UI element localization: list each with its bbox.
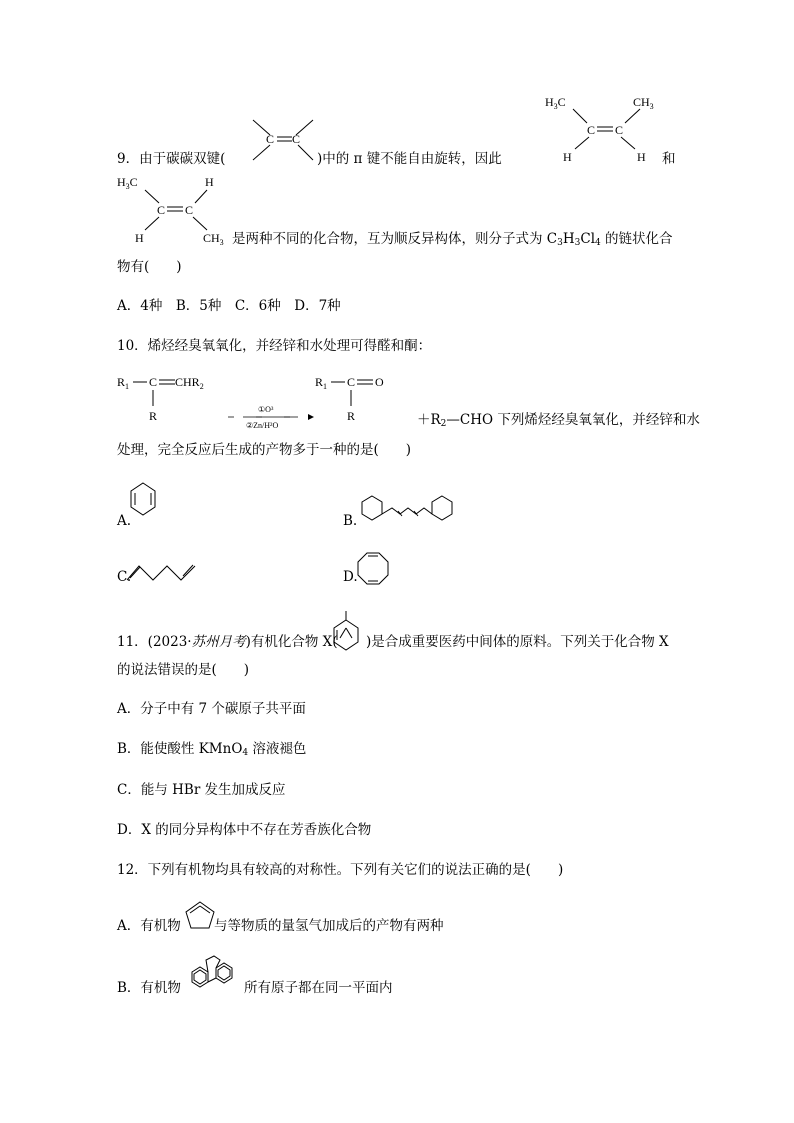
q10-line3: 处理，完全反应后生成的产物多于一种的是( ) xyxy=(117,442,412,458)
svg-text:R1: $R_1$ xyxy=(117,375,130,391)
q9-line1-a: 9．由于碳碳双键( xyxy=(117,151,226,167)
double-bond-structure xyxy=(248,115,323,170)
q9-options: A．4种 B．5种 C．6种 D．7种 xyxy=(117,298,341,314)
reaction-arrow xyxy=(228,403,318,431)
cyclooctadiene-structure xyxy=(355,551,391,587)
cis-2-butene-structure xyxy=(545,94,675,164)
svg-text:H: H xyxy=(563,150,572,164)
q12-option-a-a[interactable]: A．有机物 xyxy=(117,918,181,934)
svg-text:C: C xyxy=(157,203,166,217)
carbon-label: C xyxy=(266,132,275,146)
cyclohexadiene-structure xyxy=(128,481,158,523)
svg-text:R: R xyxy=(347,409,356,423)
svg-text:R1: $R_1$ xyxy=(315,375,328,391)
q11-option-c[interactable]: C．能与 HBr 发生加成反应 xyxy=(117,782,286,798)
q9-line1-c: 和 xyxy=(662,151,676,167)
carbon-label: C xyxy=(292,132,301,146)
q10-option-b[interactable]: B. xyxy=(343,513,358,529)
q10-line1: 10．烯烃经臭氧氧化，并经锌和水处理可得醛和酮： xyxy=(117,338,432,354)
q12-option-b-b[interactable]: 所有原子都在同一平面内 xyxy=(244,980,393,996)
q12-line1: 12．下列有机物均具有较高的对称性。下列有关它们的说法正确的是( ) xyxy=(117,862,564,878)
svg-text:①O³: ①O³ xyxy=(258,405,274,414)
q10-option-c[interactable]: C. xyxy=(117,569,132,585)
svg-text:CH3: $CH_3$ xyxy=(633,95,654,111)
q11-line1: 11．(2023·苏州月考)有机化合物 X( xyxy=(117,634,338,650)
ozonolysis-reactant-structure xyxy=(117,372,227,432)
q11-line2: 的说法错误的是( ) xyxy=(117,662,250,678)
q9-line2: 是两种不同的化合物，互为顺反异构体，则分子式为 $C_3H_3Cl_4$ 的链状化合 xyxy=(232,231,673,248)
q10-line2: $+R_2—CHO$ 下列烯烃经臭氧氧化，并经锌和水 xyxy=(417,412,700,429)
q11-line1-c: )是合成重要医药中间体的原料。下列关于化合物 X xyxy=(366,634,669,650)
q9-line3: 物有( ) xyxy=(117,259,182,275)
svg-text:C: C xyxy=(587,123,596,137)
svg-text:H: H xyxy=(205,175,214,189)
svg-text:H3C: $H_3C$ xyxy=(545,95,566,111)
trans-2-butene-structure xyxy=(117,174,242,249)
ozonolysis-product-structure xyxy=(315,372,405,432)
svg-text:H3C: $H_3C$ xyxy=(117,175,138,191)
q9-line1-b: )中的 π 键不能自由旋转，因此 xyxy=(317,151,502,167)
q12-option-a-b[interactable]: 与等物质的量氢气加成后的产物有两种 xyxy=(214,918,444,934)
svg-text:H: H xyxy=(135,231,144,245)
dibenzocycloheptene-structure xyxy=(180,952,244,998)
q11-option-b[interactable]: B．能使酸性 KMnO$_4$ 溶液褪色 xyxy=(117,741,307,758)
q12-option-b-a[interactable]: B．有机物 xyxy=(117,980,181,996)
q10-option-a[interactable]: A. xyxy=(117,513,132,529)
hexadiene-structure xyxy=(125,562,205,582)
svg-text:C: C xyxy=(149,375,158,389)
svg-text:C: C xyxy=(615,123,624,137)
svg-text:H: H xyxy=(637,150,646,164)
svg-text:O: O xyxy=(375,375,384,389)
q11-option-a[interactable]: A．分子中有 7 个碳原子共平面 xyxy=(117,701,306,717)
q11-option-d[interactable]: D．X 的同分异构体中不存在芳香族化合物 xyxy=(117,822,372,838)
compound-x-structure xyxy=(328,608,364,654)
svg-text:CH3: $CH_3$ xyxy=(203,231,224,247)
dicyclohexyl-diene-structure xyxy=(358,490,458,526)
svg-text:C: C xyxy=(347,375,356,389)
cyclopentadiene-structure xyxy=(184,900,216,930)
svg-text:R: R xyxy=(149,409,158,423)
svg-text:C: C xyxy=(185,203,194,217)
svg-text:②Zn/H²O: ②Zn/H²O xyxy=(246,421,279,430)
q10-option-d[interactable]: D. xyxy=(343,569,358,585)
svg-text:CHR2: $CHR_2$ xyxy=(175,375,204,391)
